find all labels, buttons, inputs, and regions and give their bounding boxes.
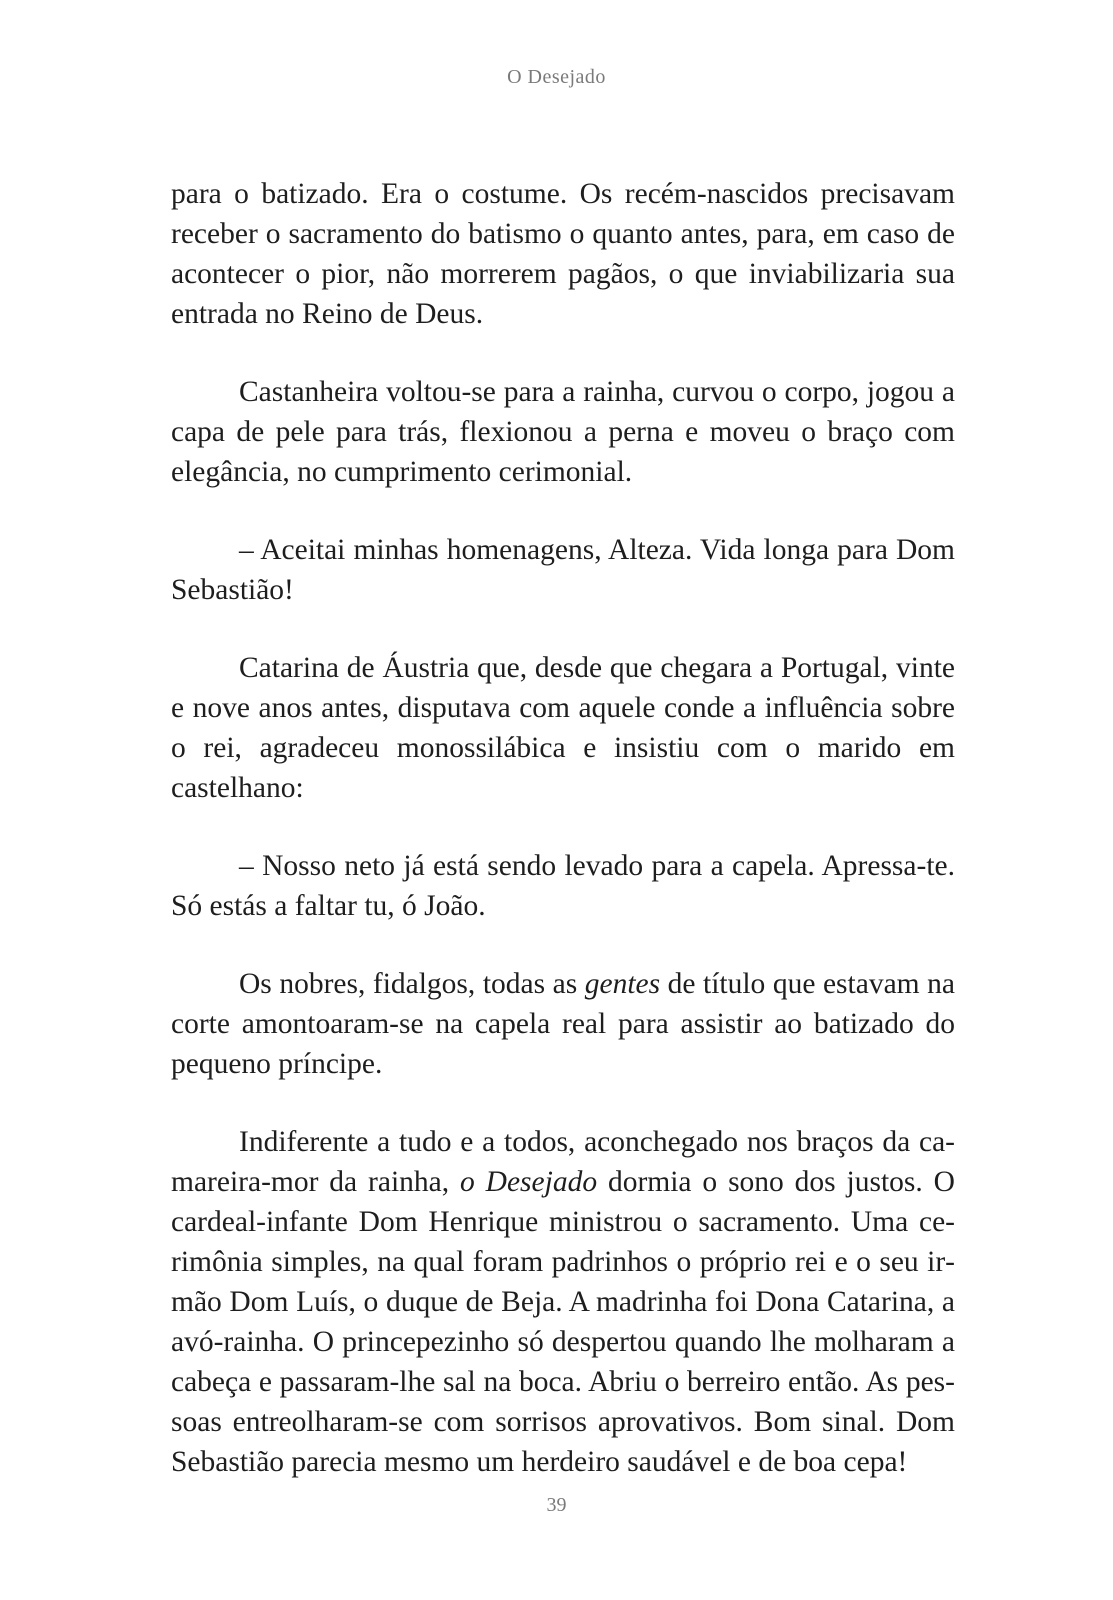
body-text xyxy=(171,174,955,1482)
text-run: Indiferente a tudo e a todos, aconchegado nos braços da camareira-mor da rainha, xyxy=(171,1126,955,1198)
paragraph xyxy=(171,1122,955,1482)
text-run: Os nobres, fidalgos, todas as xyxy=(239,968,585,1000)
text-run: de título que estavam na corte amontoaram-se na capela real para assistir ao batizado do pequeno príncipe. xyxy=(171,968,955,1080)
paragraph xyxy=(171,846,955,926)
text-run: – Aceitai minhas homenagens, Alteza. Vida longa para Dom Sebastião! xyxy=(171,534,955,606)
paragraph xyxy=(171,530,955,610)
paragraph xyxy=(171,964,955,1084)
italic-text: o Desejado xyxy=(460,1166,598,1198)
paragraph xyxy=(171,174,955,334)
paragraph xyxy=(171,648,955,808)
text-run: – Nosso neto já está sendo levado para a capela. Apressa-te. Só estás a faltar tu, ó João. xyxy=(171,850,955,922)
text-run: dormia o sono dos justos. O cardeal-infante Dom Henrique ministrou o sacramento. Uma cerimônia simples, na qual foram padrinhos o próprio rei e o seu irmão Dom Luís, o duque de Beja. A madrinha foi Dona Catarina, a avó-rainha. O princepezinho só despertou quando lhe molharam a cabeça e passaram-lhe sal na boca. Abriu o berreiro então. As pessoas entreolharam-se com sorrisos aprovativos. Bom sinal. Dom Sebastião parecia mesmo um herdeiro saudável e de boa cepa! xyxy=(171,1166,955,1478)
page-number: 39 xyxy=(546,1494,567,1516)
text-run: Catarina de Áustria que, desde que chegara a Portugal, vinte e nove anos antes, disputava com aquele conde a influência sobre o rei, agradeceu monossilábica e insistiu com o marido em castelhano: xyxy=(171,652,955,804)
paragraph xyxy=(171,372,955,492)
text-run: Castanheira voltou-se para a rainha, curvou o corpo, jogou a capa de pele para trás, flexionou a perna e moveu o braço com elegância, no cumprimento cerimonial. xyxy=(171,376,955,488)
italic-text: gentes xyxy=(584,968,661,1000)
text-run: para o batizado. Era o costume. Os recém-nascidos precisavam receber o sacramento do batismo o quanto antes, para, em caso de acontecer o pior, não morrerem pagãos, o que inviabilizaria sua entrada no Reino de Deus. xyxy=(171,178,955,330)
running-header-title: O Desejado xyxy=(507,66,606,88)
